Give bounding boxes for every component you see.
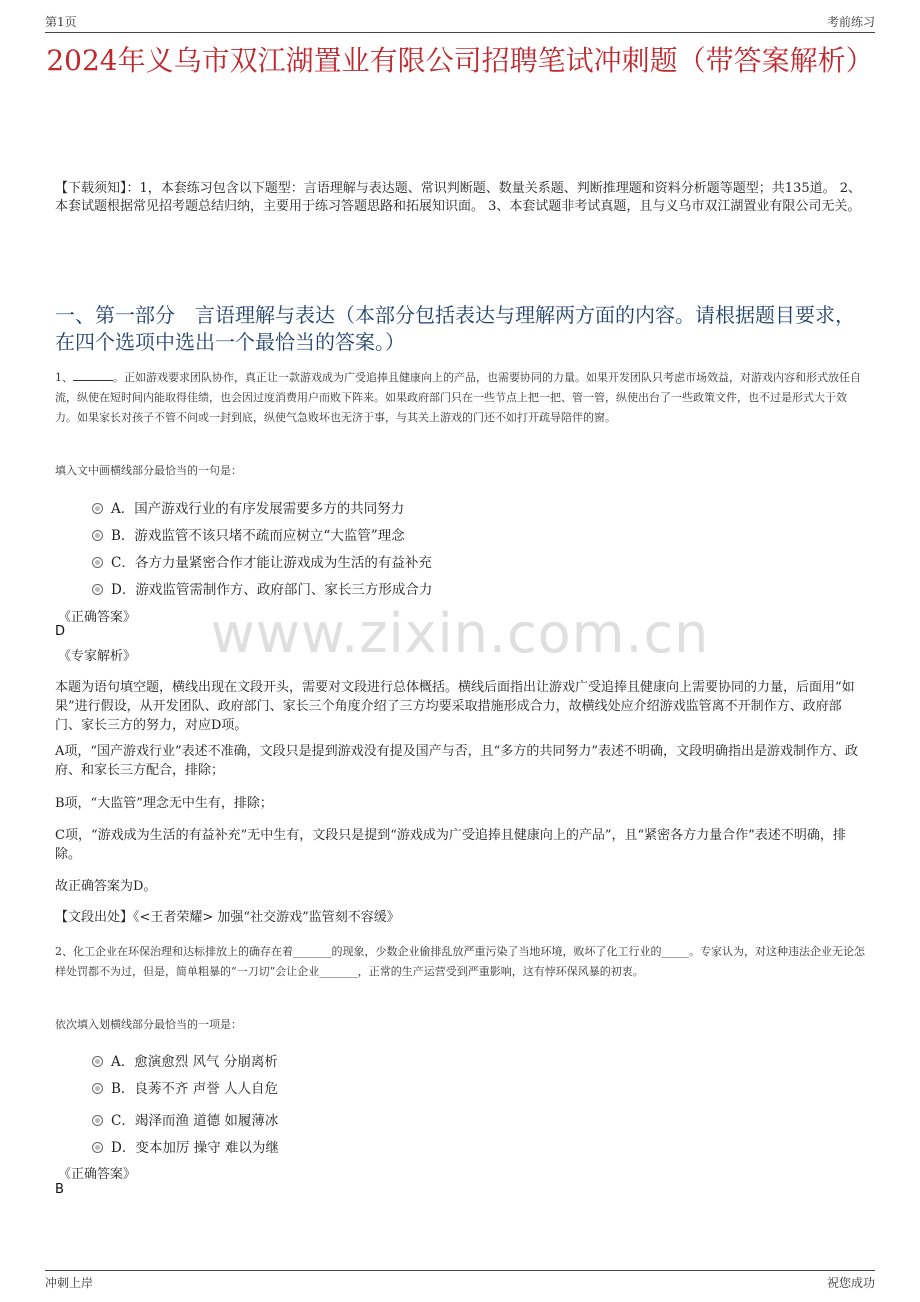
q2-option-b[interactable] — [92, 1077, 278, 1097]
radio-icon[interactable] — [92, 1083, 103, 1094]
question-1-prompt: 填入文中画横线部分最恰当的一句是： — [55, 464, 242, 477]
radio-icon[interactable] — [92, 503, 103, 514]
question-1-stem — [55, 368, 865, 428]
question-2-stem: 2、化工企业在环保治理和达标排放上的确存在着_______的现象，少数企业偷排乱放严重污染了当地环境，败坏了化工行业的_____。专家认为，对这种违法企业无论怎样处罚都不为过，但是，简单粗暴的“一刀切”会让企业_______，正常的生产运营受到严重影响，这有悖环保风暴的初衷。 — [55, 945, 865, 978]
page-number: 第1页 — [45, 15, 77, 29]
radio-icon[interactable] — [92, 1142, 103, 1153]
radio-icon[interactable] — [92, 1115, 103, 1126]
option-label: B．游戏监管不该只堵不疏而应树立“大监管”理念 — [111, 528, 405, 544]
q1-option-a[interactable] — [92, 497, 404, 517]
q2-answer: B — [55, 1182, 64, 1197]
radio-icon[interactable] — [92, 557, 103, 568]
q1-analysis-paragraph: C项，“游戏成为生活的有益补充”无中生有，文段只是提到“游戏成为广受追捧且健康向上的产品”，且“紧密各方力量合作”表述不明确，排除。 — [55, 828, 846, 862]
radio-icon[interactable] — [92, 530, 103, 541]
radio-icon[interactable] — [92, 584, 103, 595]
q1-source: 【文段出处】《<王者荣耀> 加强“社交游戏”监管刻不容缓》 — [55, 910, 400, 925]
q1-option-d[interactable] — [92, 578, 432, 598]
q1-analysis-paragraph: 本题为语句填空题，横线出现在文段开头，需要对文段进行总体概括。横线后面指出让游戏广受追捧且健康向上需要协同的力量，后面用“如果”进行假设，从开发团队、政府部门、家长三个角度介绍了三方均要采取措施形成合力，故横线处应介绍游戏监管离不开制作方、政府部门、家长三方的努力，对应D项。 — [55, 680, 855, 733]
watermark: www.zixin.com.cn — [210, 602, 710, 665]
option-label: D．游戏监管需制作方、政府部门、家长三方形成合力 — [111, 582, 433, 598]
q1-option-c[interactable] — [92, 551, 432, 571]
footer-left: 冲刺上岸 — [45, 1276, 94, 1290]
q1-analysis-label: 《专家解析》 — [58, 649, 137, 664]
header-tag: 考前练习 — [826, 15, 875, 29]
page-header — [45, 10, 875, 33]
answer-blank — [73, 370, 113, 381]
option-label: C．各方力量紧密合作才能让游戏成为生活的有益补充 — [111, 555, 432, 571]
q2-answer-label: 《正确答案》 — [58, 1167, 137, 1182]
q1-option-b[interactable] — [92, 524, 405, 544]
option-label: C．竭泽而渔 道德 如履薄冰 — [111, 1113, 279, 1129]
question-1-text: 。正如游戏要求团队协作，真正让一款游戏成为广受追捧且健康向上的产品，也需要协同的力量。如果开发团队只考虑市场效益，对游戏内容和形式放任自流，纵使在短时间内能取得佳绩，也会因过度消费用户而败下阵来。如果政府部门只在一些节点上把一把、管一管，纵使出台了一些政策文件，也不过是形式大于效力。如果家长对孩子不管不问或一封到底，纵使气急败坏也无济于事，与其关上游戏的门还不如打开疏导陪伴的窗。 — [55, 371, 861, 424]
option-label: A．愈演愈烈 风气 分崩离析 — [111, 1054, 278, 1070]
option-label: B．良莠不齐 声誉 人人自危 — [111, 1081, 279, 1097]
radio-icon[interactable] — [92, 1056, 103, 1067]
page-footer — [45, 1270, 875, 1295]
q1-analysis-paragraph: B项，“大监管”理念无中生有，排除； — [55, 796, 273, 811]
document-title: 2024年义乌市双江湖置业有限公司招聘笔试冲刺题（带答案解析） — [46, 44, 874, 77]
download-notice: 【下载须知】：1，本套练习包含以下题型：言语理解与表达题、常识判断题、数量关系题、判断推理题和资料分析题等题型；共135道。 2、本套试题根据常见招考题总结归纳，主要用于练习答题思路和拓展知识面。 3、本套试题非考试真题，且与义乌市双江湖置业有限公司无关。 — [55, 181, 861, 214]
section-title: 一、第一部分 言语理解与表达（本部分包括表达与理解两方面的内容。请根据题目要求，在四个选项中选出一个最恰当的答案。） — [55, 303, 855, 354]
option-label: A．国产游戏行业的有序发展需要多方的共同努力 — [111, 501, 405, 517]
footer-right: 祝您成功 — [826, 1276, 875, 1290]
q2-option-a[interactable] — [92, 1050, 278, 1070]
q1-answer-label: 《正确答案》 — [58, 610, 137, 625]
q1-answer: D — [55, 624, 66, 639]
q2-option-d[interactable] — [92, 1136, 279, 1156]
q2-option-c[interactable] — [92, 1109, 278, 1129]
question-2-prompt: 依次填入划横线部分最恰当的一项是： — [55, 1018, 242, 1031]
q1-analysis-paragraph: 故正确答案为D。 — [55, 879, 157, 894]
q1-analysis-paragraph: A项，“国产游戏行业”表述不准确，文段只是提到游戏没有提及国产与否，且“多方的共同努力”表述不明确，文段明确指出是游戏制作方、政府、和家长三方配合，排除； — [55, 744, 858, 778]
option-label: D．变本加厉 操守 难以为继 — [111, 1140, 279, 1156]
question-1-number: 1、 — [55, 371, 73, 384]
